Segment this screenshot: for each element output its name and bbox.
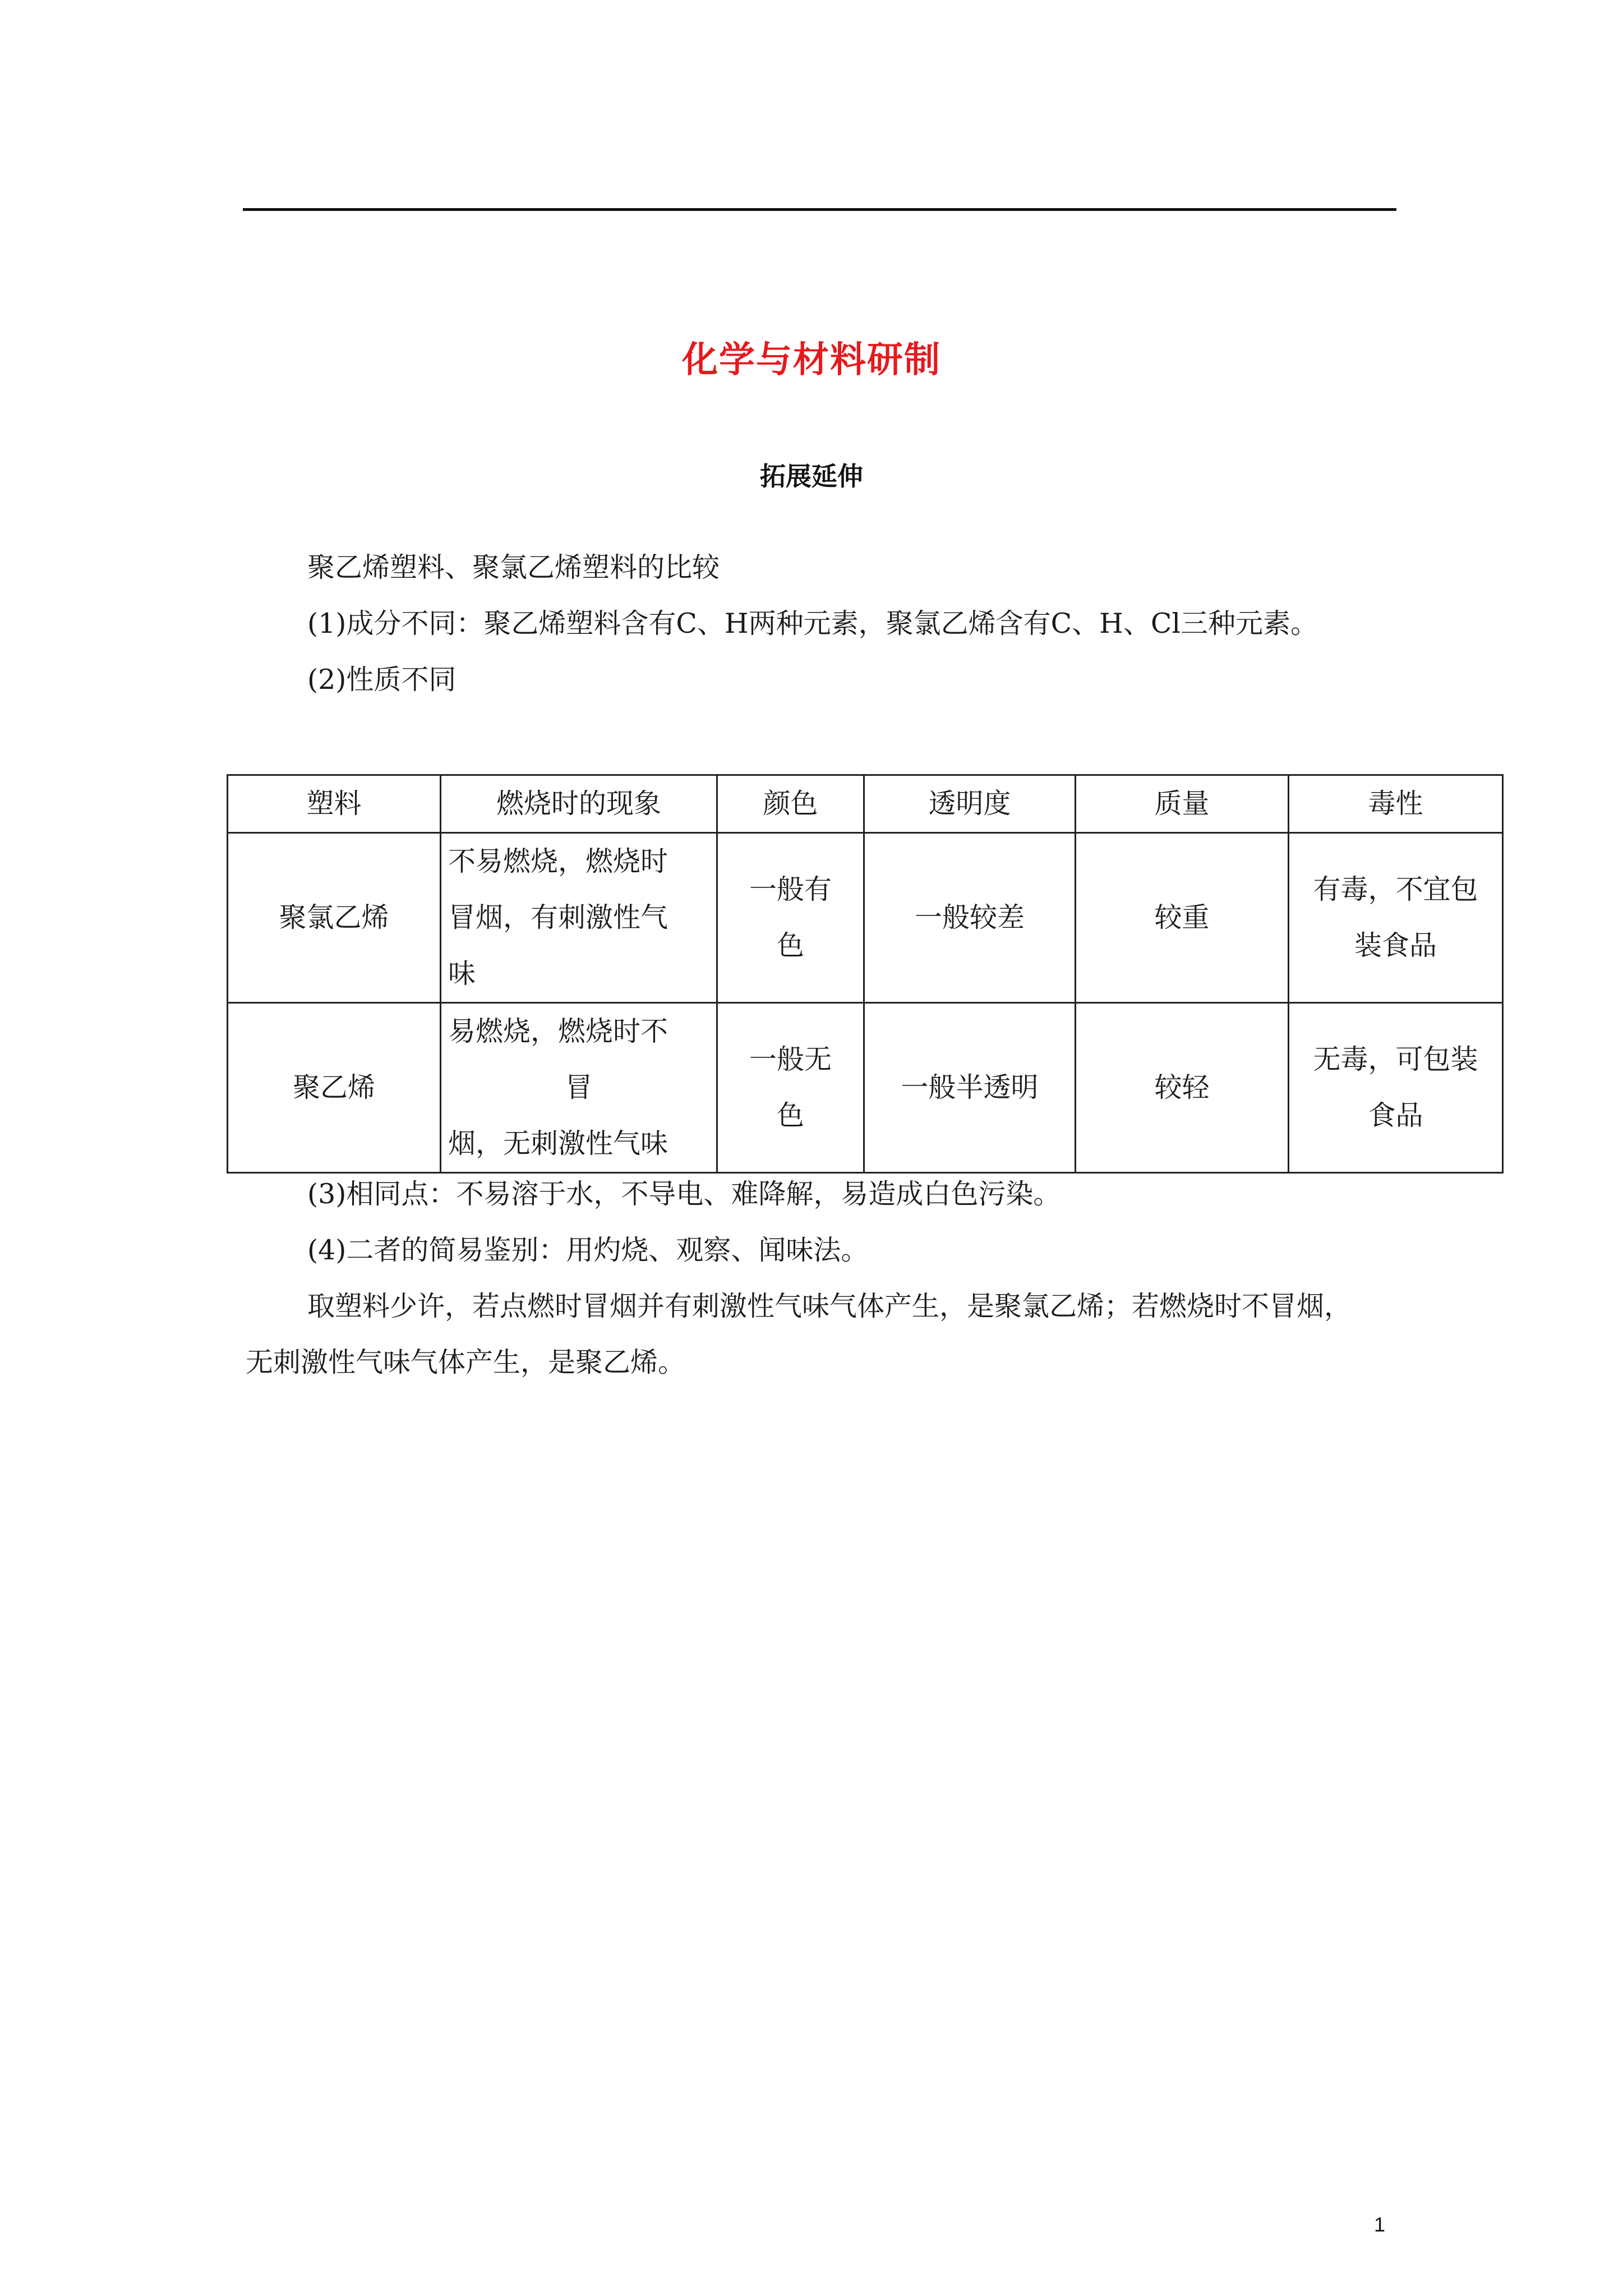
cell-burning — [441, 833, 717, 1003]
cell-plastic: 聚乙烯 — [228, 1003, 441, 1173]
document-title: 化学与材料研制 — [682, 339, 941, 381]
cell-weight: 较重 — [1076, 833, 1289, 1003]
cell-color — [717, 1003, 864, 1173]
cell-toxicity — [1289, 833, 1503, 1003]
cell-toxicity-line: 装食品 — [1354, 930, 1437, 961]
cell-toxicity — [1289, 1003, 1503, 1173]
cell-weight: 较轻 — [1076, 1003, 1289, 1173]
cell-color-line: 色 — [776, 930, 804, 961]
point-5-line-2: 无刺激性气味气体产生，是聚乙烯。 — [246, 1346, 686, 1378]
header-toxicity: 毒性 — [1289, 775, 1503, 833]
header-weight: 质量 — [1076, 775, 1289, 833]
table-row — [228, 833, 1503, 1003]
point-2: (2)性质不同 — [307, 664, 457, 696]
cell-burning-line: 烟，无刺激性气味 — [448, 1128, 668, 1159]
header-color: 颜色 — [717, 775, 864, 833]
point-5-line-1: 取塑料少许，若点燃时冒烟并有刺激性气味气体产生，是聚氯乙烯；若燃烧时不冒烟， — [307, 1290, 1352, 1322]
cell-color — [717, 833, 864, 1003]
cell-burning — [441, 1003, 717, 1173]
cell-toxicity-line: 有毒，不宜包 — [1313, 873, 1478, 905]
cell-burning-line: 易燃烧，燃烧时不 — [448, 1015, 668, 1047]
cell-burning-line: 不易燃烧，燃烧时 — [448, 845, 668, 877]
page-number: 1 — [1374, 2213, 1386, 2236]
cell-toxicity-line: 食品 — [1368, 1099, 1423, 1131]
point-1: (1)成分不同：聚乙烯塑料含有C、H两种元素，聚氯乙烯含有C、H、Cl三种元素。 — [307, 608, 1318, 639]
cell-color-line: 色 — [776, 1099, 804, 1131]
cell-transparency: 一般较差 — [864, 833, 1076, 1003]
header-rule — [243, 208, 1396, 211]
cell-color-line: 一般无 — [749, 1043, 832, 1075]
comparison-table — [227, 774, 1504, 1174]
header-transparency: 透明度 — [864, 775, 1076, 833]
cell-burning-line: 冒烟，有刺激性气 — [448, 901, 668, 933]
header-plastic: 塑料 — [228, 775, 441, 833]
cell-color-line: 一般有 — [749, 873, 832, 905]
cell-burning-line: 味 — [448, 958, 476, 990]
cell-toxicity-line: 无毒，可包装 — [1313, 1043, 1478, 1075]
cell-plastic: 聚氯乙烯 — [228, 833, 441, 1003]
intro-paragraph: 聚乙烯塑料、聚氯乙烯塑料的比较 — [307, 551, 720, 583]
section-subtitle: 拓展延伸 — [760, 461, 863, 491]
table-header-row — [228, 775, 1503, 833]
header-burning: 燃烧时的现象 — [441, 775, 717, 833]
cell-burning-line: 冒 — [565, 1071, 593, 1103]
cell-transparency: 一般半透明 — [864, 1003, 1076, 1173]
point-3: (3)相同点：不易溶于水，不导电、难降解，易造成白色污染。 — [307, 1178, 1061, 1210]
point-4: (4)二者的简易鉴别：用灼烧、观察、闻味法。 — [307, 1234, 869, 1266]
table-row — [228, 1003, 1503, 1173]
